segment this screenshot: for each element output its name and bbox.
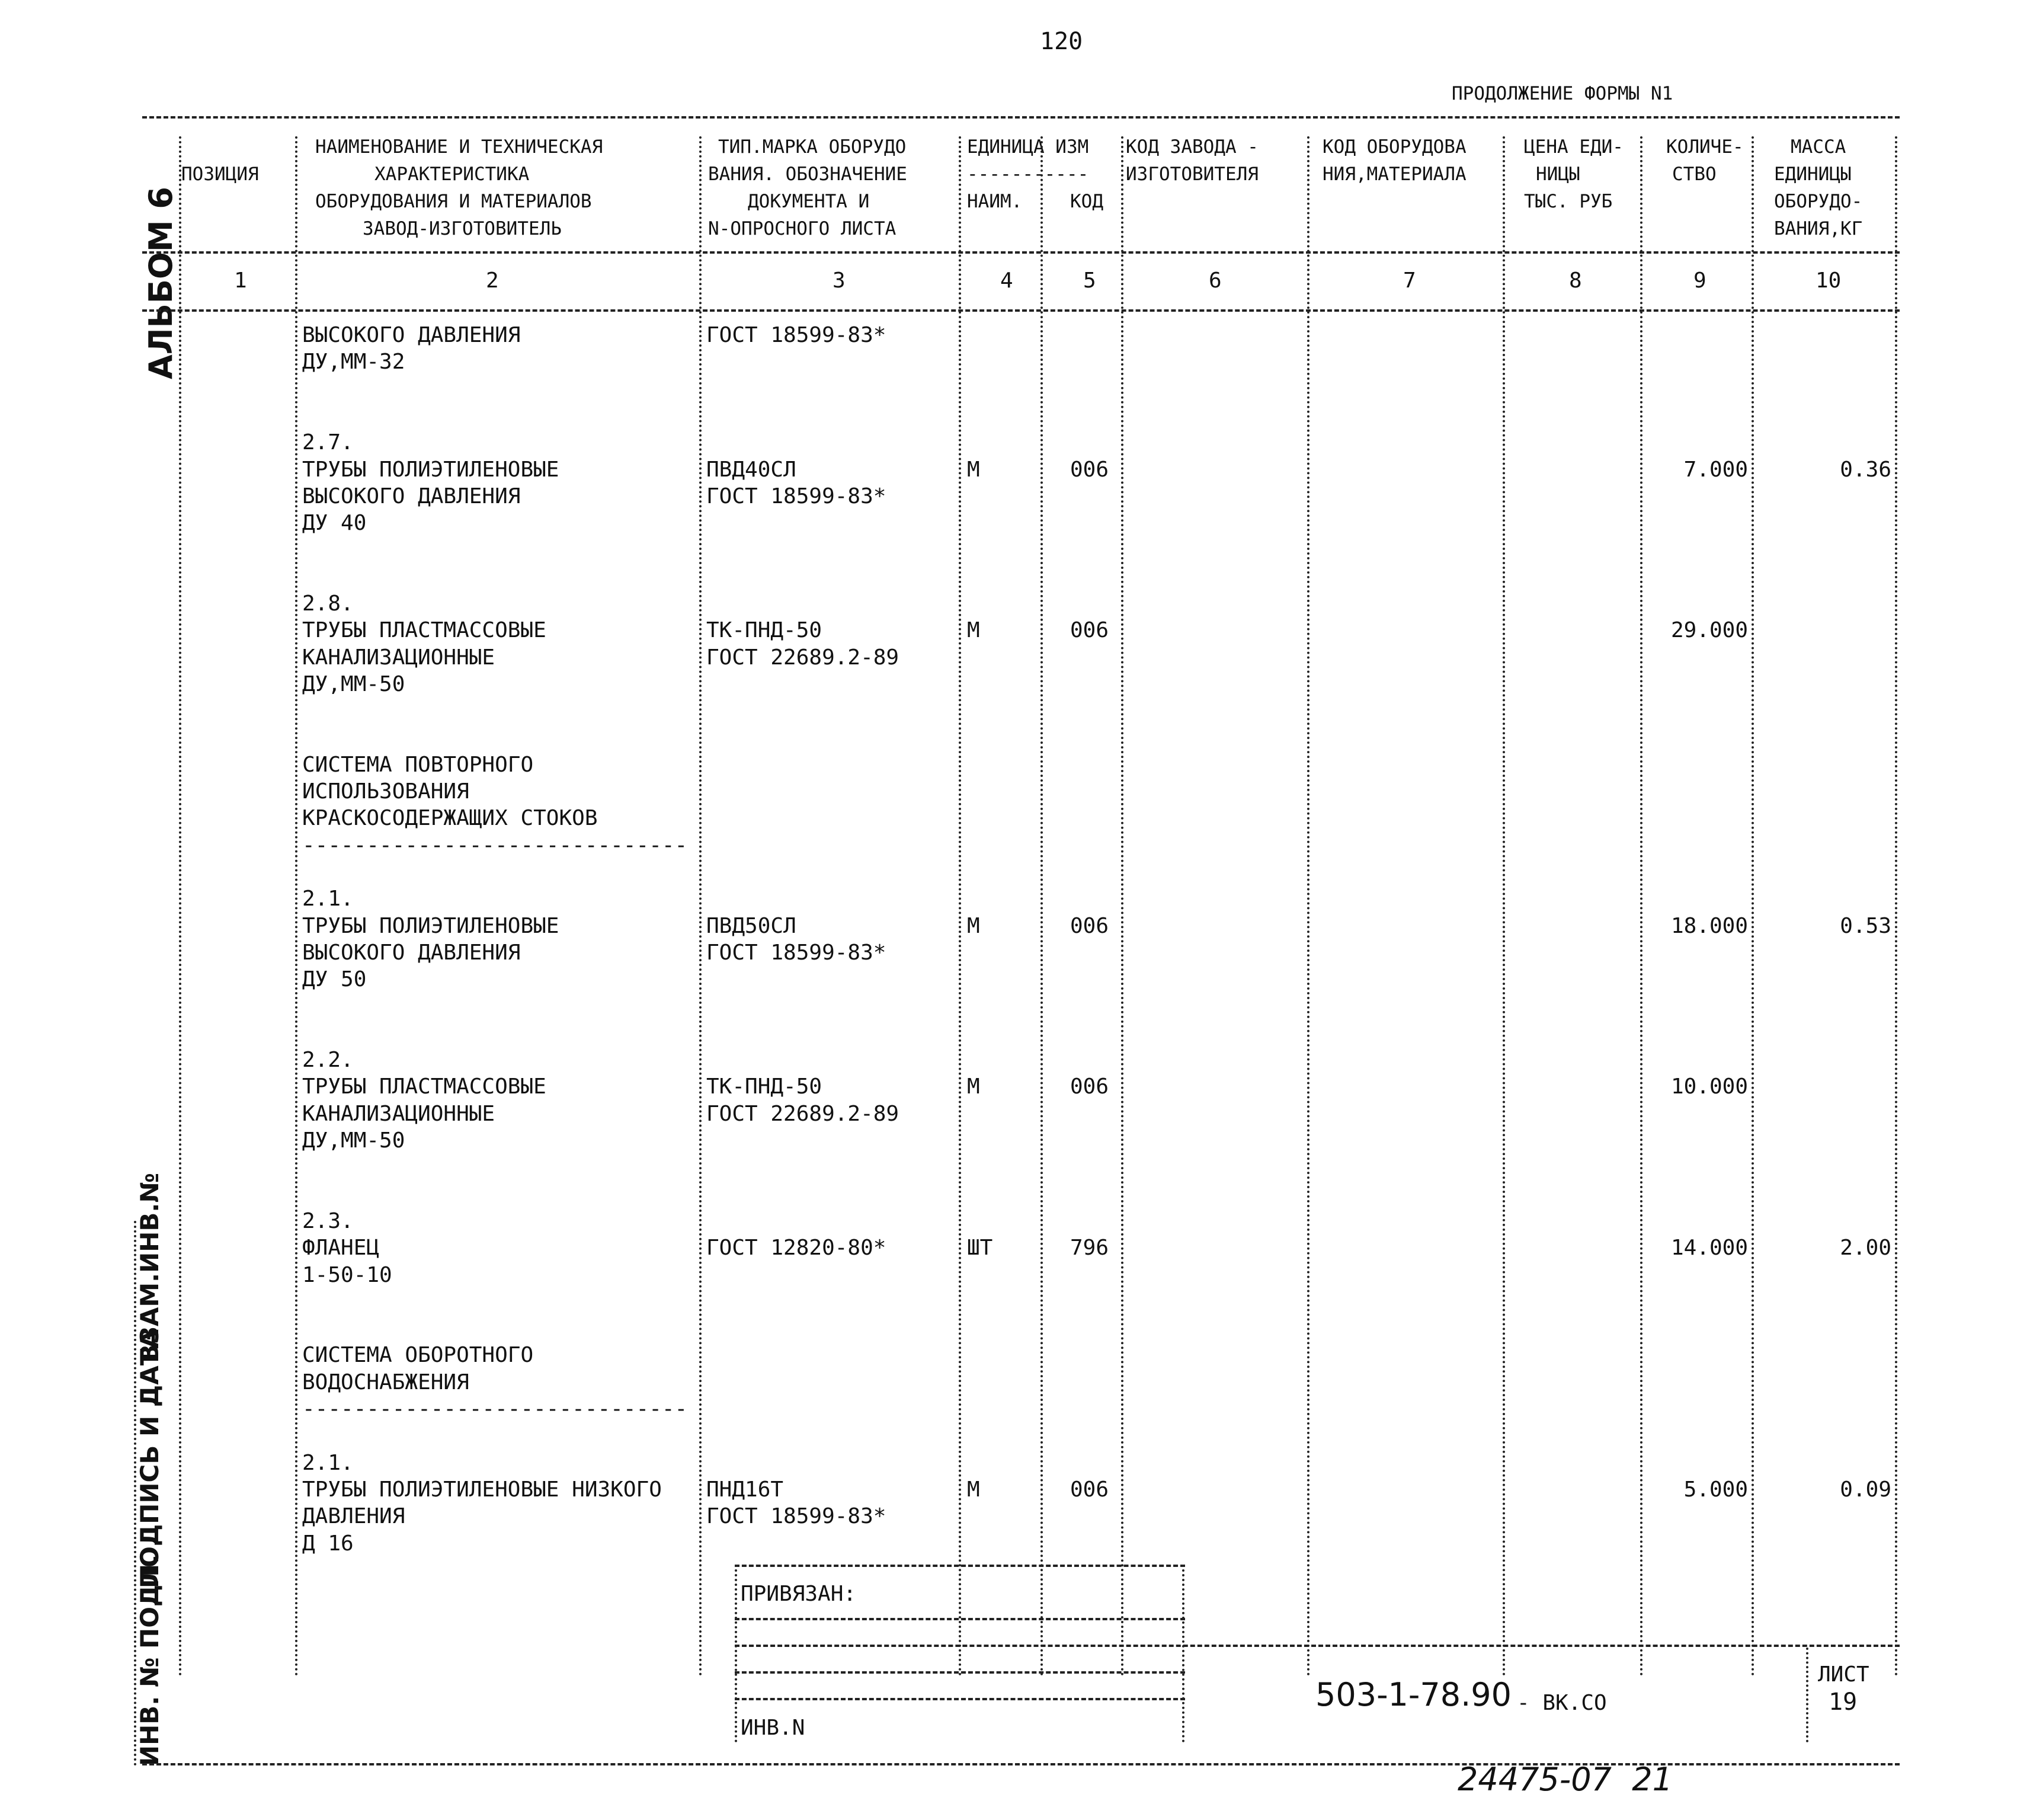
stamp-doc-suffix: - ВК.СО bbox=[1517, 1691, 1607, 1715]
cell-qty: 14.000 bbox=[1670, 1236, 1748, 1260]
cell-name: ТРУБЫ ПЛАСТМАССОВЫЕ bbox=[302, 1074, 546, 1099]
header-qty-2: СТВО bbox=[1672, 164, 1717, 185]
stamp-rule-1 bbox=[735, 1565, 1185, 1567]
header-price-2: НИЦЫ bbox=[1536, 164, 1580, 185]
header-mass-3: ОБОРУДО- bbox=[1774, 191, 1863, 212]
column-separator bbox=[1121, 136, 1123, 1677]
column-separator bbox=[1040, 136, 1043, 1677]
header-factory-1: КОД ЗАВОДА - bbox=[1126, 136, 1259, 158]
cell-qty: 29.000 bbox=[1670, 618, 1748, 642]
header-unit-4: КОД bbox=[1070, 191, 1103, 212]
side-label-signature-date: ПОДПИСЬ И ДАТА bbox=[135, 1329, 164, 1588]
stamp-rule-3 bbox=[735, 1645, 1900, 1647]
stamp-rule-5 bbox=[735, 1698, 1185, 1700]
cell-name: Д 16 bbox=[302, 1531, 354, 1556]
cell-mass: 0.53 bbox=[1840, 914, 1891, 938]
cell-name: ВЫСОКОГО ДАВЛЕНИЯ bbox=[302, 323, 521, 347]
colnum-9: 9 bbox=[1693, 268, 1706, 293]
header-type-2: ВАНИЯ. ОБОЗНАЧЕНИЕ bbox=[708, 164, 907, 185]
cell-doc: ПВД40СЛ bbox=[706, 458, 796, 482]
cell-unit: М bbox=[967, 1477, 980, 1502]
colnum-4: 4 bbox=[1000, 268, 1013, 293]
cell-name: ТРУБЫ ПЛАСТМАССОВЫЕ bbox=[302, 618, 546, 642]
cell-name: ТРУБЫ ПОЛИЭТИЛЕНОВЫЕ bbox=[302, 914, 559, 938]
column-separator bbox=[179, 136, 181, 1677]
rule-colnum-bottom bbox=[142, 309, 1900, 312]
header-unit-2: ----------- bbox=[967, 164, 1089, 185]
column-separator bbox=[1640, 136, 1642, 1677]
cell-mass: 0.36 bbox=[1840, 458, 1891, 482]
cell-code: 006 bbox=[1070, 914, 1109, 938]
cell-doc: ГОСТ 18599-83* bbox=[706, 323, 886, 347]
stamp-sep-a bbox=[735, 1565, 737, 1742]
cell-unit: М bbox=[967, 618, 980, 642]
cell-doc: ГОСТ 22689.2-89 bbox=[706, 645, 899, 670]
side-label-replace-inv: ВЗАМ.ИНВ.№ bbox=[135, 1173, 164, 1363]
header-type-3: ДОКУМЕНТА И bbox=[748, 191, 870, 212]
cell-name: ТРУБЫ ПОЛИЭТИЛЕНОВЫЕ bbox=[302, 458, 559, 482]
stamp-bound-label: ПРИВЯЗАН: bbox=[741, 1582, 857, 1606]
cell-name: 2.2. bbox=[302, 1048, 354, 1072]
colnum-2: 2 bbox=[486, 268, 499, 293]
header-mass-4: ВАНИЯ,КГ bbox=[1774, 218, 1863, 239]
header-equip-2: НИЯ,МАТЕРИАЛА bbox=[1323, 164, 1467, 185]
cell-name: 2.1. bbox=[302, 1451, 354, 1475]
cell-mass: 0.09 bbox=[1840, 1477, 1891, 1502]
cell-doc: ПВД50СЛ bbox=[706, 914, 796, 938]
cell-name: СИСТЕМА ПОВТОРНОГО bbox=[302, 753, 534, 777]
page-number: 120 bbox=[1040, 28, 1083, 55]
cell-name: КАНАЛИЗАЦИОННЫЕ bbox=[302, 645, 495, 670]
column-separator bbox=[959, 136, 961, 1677]
header-type-4: N-ОПРОСНОГО ЛИСТА bbox=[708, 218, 896, 239]
column-separator bbox=[1752, 136, 1754, 1677]
header-type-1: ТИП.МАРКА ОБОРУДО bbox=[718, 136, 907, 158]
cell-name: ИСПОЛЬЗОВАНИЯ bbox=[302, 779, 469, 804]
header-factory-2: ИЗГОТОВИТЕЛЯ bbox=[1126, 164, 1259, 185]
header-name-2: ХАРАКТЕРИСТИКА bbox=[374, 164, 530, 185]
header-mass-1: МАССА bbox=[1791, 136, 1846, 158]
stamp-sep-c bbox=[1806, 1648, 1808, 1742]
column-separator bbox=[1503, 136, 1505, 1677]
cell-name: 2.1. bbox=[302, 887, 354, 911]
stamp-sep-b bbox=[1182, 1565, 1184, 1742]
cell-doc: ТК-ПНД-50 bbox=[706, 1074, 822, 1099]
cell-name: 2.8. bbox=[302, 591, 354, 616]
cell-unit: М bbox=[967, 1074, 980, 1099]
continuation-title: ПРОДОЛЖЕНИЕ ФОРМЫ N1 bbox=[1452, 83, 1673, 104]
cell-name: ВЫСОКОГО ДАВЛЕНИЯ bbox=[302, 484, 521, 508]
stamp-sheet-number: 19 bbox=[1829, 1688, 1858, 1716]
header-name-3: ОБОРУДОВАНИЯ И МАТЕРИАЛОВ bbox=[315, 191, 592, 212]
cell-name: 2.7. bbox=[302, 430, 354, 455]
colnum-7: 7 bbox=[1403, 268, 1416, 293]
cell-name: ВЫСОКОГО ДАВЛЕНИЯ bbox=[302, 941, 521, 965]
header-unit-3: НАИМ. bbox=[967, 191, 1023, 212]
rule-header-bottom bbox=[142, 251, 1900, 254]
header-price-1: ЦЕНА ЕДИ- bbox=[1524, 136, 1624, 158]
rule-top bbox=[142, 116, 1900, 119]
cell-name: ТРУБЫ ПОЛИЭТИЛЕНОВЫЕ НИЗКОГО bbox=[302, 1477, 662, 1502]
header-name-4: ЗАВОД-ИЗГОТОВИТЕЛЬ bbox=[363, 218, 562, 239]
side-divider bbox=[134, 1221, 136, 1766]
colnum-1: 1 bbox=[234, 268, 247, 293]
cell-qty: 10.000 bbox=[1670, 1074, 1748, 1099]
header-qty-1: КОЛИЧЕ- bbox=[1666, 136, 1744, 158]
cell-name: СИСТЕМА ОБОРОТНОГО bbox=[302, 1343, 534, 1367]
cell-name: ДУ,ММ-50 bbox=[302, 1128, 405, 1153]
cell-name: КРАСКОСОДЕРЖАЩИХ СТОКОВ bbox=[302, 806, 598, 830]
stamp-doc-code: 503-1-78.90 bbox=[1315, 1676, 1512, 1713]
header-mass-2: ЕДИНИЦЫ bbox=[1774, 164, 1852, 185]
column-separator bbox=[1895, 136, 1897, 1677]
column-separator bbox=[1307, 136, 1309, 1677]
cell-qty: 5.000 bbox=[1683, 1477, 1748, 1502]
colnum-6: 6 bbox=[1209, 268, 1222, 293]
cell-doc: ПНД16Т bbox=[706, 1477, 784, 1502]
side-label-album: АЛЬБОМ 6 bbox=[142, 187, 180, 379]
stamp-sheet-label: ЛИСТ bbox=[1818, 1662, 1869, 1687]
header-name-1: НАИМЕНОВАНИЕ И ТЕХНИЧЕСКАЯ bbox=[315, 136, 603, 158]
header-price-3: ТЫС. РУБ bbox=[1524, 191, 1613, 212]
handwritten-number: 24475-07 21 bbox=[1458, 1761, 1673, 1798]
stamp-rule-2 bbox=[735, 1618, 1185, 1620]
cell-unit: М bbox=[967, 914, 980, 938]
cell-name: ФЛАНЕЦ bbox=[302, 1236, 380, 1260]
colnum-5: 5 bbox=[1083, 268, 1096, 293]
colnum-8: 8 bbox=[1569, 268, 1582, 293]
cell-name: ------------------------------ bbox=[302, 1397, 688, 1421]
cell-doc: ТК-ПНД-50 bbox=[706, 618, 822, 642]
header-position: ПОЗИЦИЯ bbox=[181, 164, 259, 185]
cell-name: ДАВЛЕНИЯ bbox=[302, 1504, 405, 1528]
cell-doc: ГОСТ 18599-83* bbox=[706, 941, 886, 965]
column-separator bbox=[295, 136, 297, 1677]
cell-code: 006 bbox=[1070, 618, 1109, 642]
cell-qty: 7.000 bbox=[1683, 458, 1748, 482]
cell-name: ДУ,ММ-50 bbox=[302, 672, 405, 696]
column-separator bbox=[699, 136, 702, 1677]
cell-name: ------------------------------ bbox=[302, 833, 688, 858]
cell-mass: 2.00 bbox=[1840, 1236, 1891, 1260]
header-equip-1: КОД ОБОРУДОВА bbox=[1323, 136, 1467, 158]
cell-code: 006 bbox=[1070, 458, 1109, 482]
cell-name: ДУ,ММ-32 bbox=[302, 350, 405, 374]
cell-qty: 18.000 bbox=[1670, 914, 1748, 938]
stamp-rule-4 bbox=[735, 1671, 1185, 1674]
cell-unit: ШТ bbox=[967, 1236, 993, 1260]
side-label-inv-orig: ИНВ. № ПОДЛ. bbox=[135, 1554, 164, 1766]
stamp-inv-label: ИНВ.N bbox=[741, 1716, 805, 1740]
cell-name: ВОДОСНАБЖЕНИЯ bbox=[302, 1370, 469, 1394]
colnum-10: 10 bbox=[1816, 268, 1842, 293]
cell-doc: ГОСТ 22689.2-89 bbox=[706, 1102, 899, 1126]
cell-name: 2.3. bbox=[302, 1209, 354, 1233]
cell-unit: М bbox=[967, 458, 980, 482]
colnum-3: 3 bbox=[833, 268, 846, 293]
cell-name: ДУ 50 bbox=[302, 967, 367, 991]
cell-doc: ГОСТ 18599-83* bbox=[706, 1504, 886, 1528]
cell-doc: ГОСТ 18599-83* bbox=[706, 484, 886, 508]
cell-name: КАНАЛИЗАЦИОННЫЕ bbox=[302, 1102, 495, 1126]
cell-doc: ГОСТ 12820-80* bbox=[706, 1236, 886, 1260]
cell-name: 1-50-10 bbox=[302, 1263, 392, 1287]
cell-name: ДУ 40 bbox=[302, 511, 367, 535]
cell-code: 796 bbox=[1070, 1236, 1109, 1260]
header-unit-1: ЕДИНИЦА ИЗМ bbox=[967, 136, 1089, 158]
cell-code: 006 bbox=[1070, 1477, 1109, 1502]
cell-code: 006 bbox=[1070, 1074, 1109, 1099]
